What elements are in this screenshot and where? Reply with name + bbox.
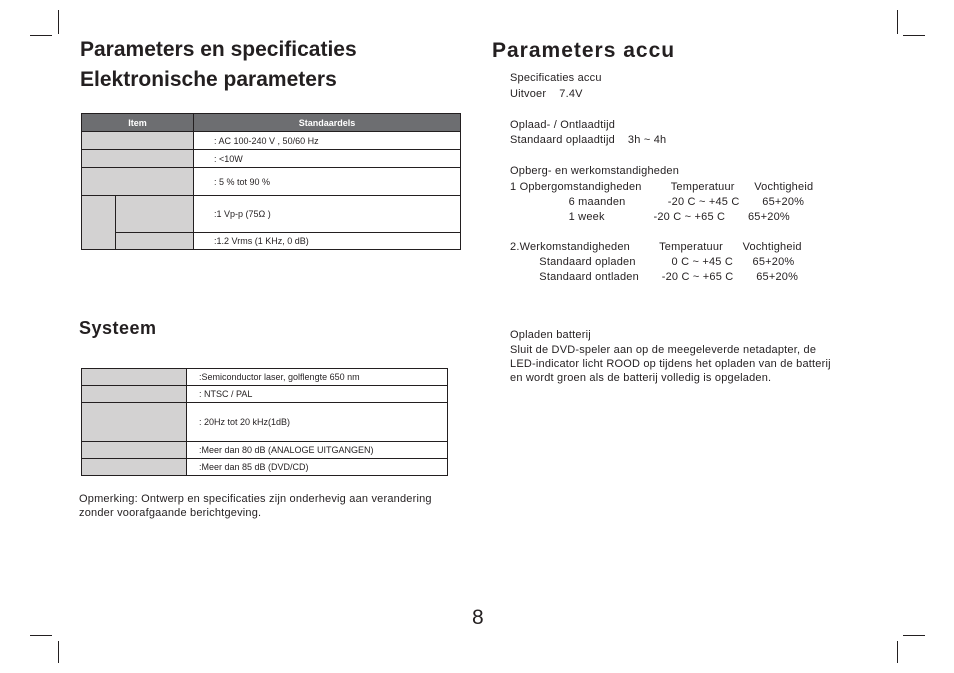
table-row: [82, 168, 461, 196]
label-cell: [82, 459, 187, 476]
page-number: 8: [472, 606, 484, 629]
battery-text-line: Sluit de DVD-speler aan op de meegeleverde netadapter, de: [510, 344, 817, 356]
value-cell: :Meer dan 80 dB (ANALOGE UITGANGEN): [187, 442, 448, 459]
table-header-row: [82, 114, 461, 132]
label-cell: [82, 132, 194, 150]
value-cell: : 20Hz tot 20 kHz(1dB): [187, 403, 448, 442]
value-cell: :1.2 Vrms (1 KHz, 0 dB): [194, 233, 461, 250]
label-cell: [82, 442, 187, 459]
table-row: [82, 196, 461, 233]
header-standard: Standaardels: [194, 114, 461, 132]
label-cell: [82, 369, 187, 386]
table-row: [82, 459, 448, 476]
storage-row: 6 maanden -20 C ~ +45 C 65+20%: [510, 196, 805, 208]
label-cell-group: [82, 196, 116, 250]
label-cell: [82, 403, 187, 442]
value-cell: : <10W: [194, 150, 461, 168]
work-header-line: 2.Werkomstandigheden Temperatuur Vochtigheid: [510, 241, 802, 253]
label-cell: [116, 233, 194, 250]
page-title: Parameters en specificaties: [80, 38, 357, 61]
table-row: [82, 233, 461, 250]
battery-parameters-title: Parameters accu: [492, 39, 676, 62]
value-cell: :Semiconductor laser, golflengte 650 nm: [187, 369, 448, 386]
system-table: [81, 368, 448, 476]
battery-text-line: en wordt groen als de batterij volledig is opgeladen.: [510, 372, 772, 384]
value-cell: : NTSC / PAL: [187, 386, 448, 403]
crop-mark: [897, 641, 898, 663]
battery-text-line: LED-indicator licht ROOD op tijdens het opladen van de batterij: [510, 358, 831, 370]
crop-mark: [58, 641, 59, 663]
section-title-electronic: Elektronische parameters: [80, 68, 337, 91]
value-cell: : 5 % tot 90 %: [194, 168, 461, 196]
crop-mark: [58, 10, 59, 34]
output-line: Uitvoer 7.4V: [510, 88, 583, 100]
label-cell: [82, 150, 194, 168]
crop-mark: [897, 10, 898, 34]
header-item: Item: [82, 114, 194, 132]
work-row: Standaard ontladen -20 C ~ +65 C 65+20%: [510, 271, 799, 283]
table-row: [82, 369, 448, 386]
storage-header-line: 1 Opbergomstandigheden Temperatuur Vochtigheid: [510, 181, 814, 193]
storage-label: Opberg- en werkomstandigheden: [510, 165, 680, 177]
table-row: [82, 442, 448, 459]
crop-mark: [30, 635, 52, 636]
system-title: Systeem: [79, 318, 157, 338]
spec-label: Specificaties accu: [510, 72, 602, 84]
table-row: [82, 386, 448, 403]
table-row: [82, 150, 461, 168]
charge-label: Oplaad- / Ontlaadtijd: [510, 119, 616, 131]
value-cell: : AC 100-240 V , 50/60 Hz: [194, 132, 461, 150]
table-row: [82, 403, 448, 442]
remark-text: Opmerking: Ontwerp en specificaties zijn onderhevig aan verandering zonder voorafgaande berichtgeving.: [79, 493, 432, 519]
table-row: [82, 132, 461, 150]
work-row: Standaard opladen 0 C ~ +45 C 65+20%: [510, 256, 795, 268]
battery-charging-title: Opladen batterij: [510, 329, 591, 341]
electronic-parameters-table: [81, 113, 461, 250]
label-cell: [82, 386, 187, 403]
value-cell: :Meer dan 85 dB (DVD/CD): [187, 459, 448, 476]
crop-mark: [30, 35, 52, 36]
crop-mark: [903, 635, 925, 636]
charge-time-line: Standaard oplaadtijd 3h ~ 4h: [510, 134, 667, 146]
storage-row: 1 week -20 C ~ +65 C 65+20%: [510, 211, 790, 223]
crop-mark: [903, 35, 925, 36]
label-cell: [116, 196, 194, 233]
label-cell: [82, 168, 194, 196]
value-cell: :1 Vp-p (75Ω ): [194, 196, 461, 233]
